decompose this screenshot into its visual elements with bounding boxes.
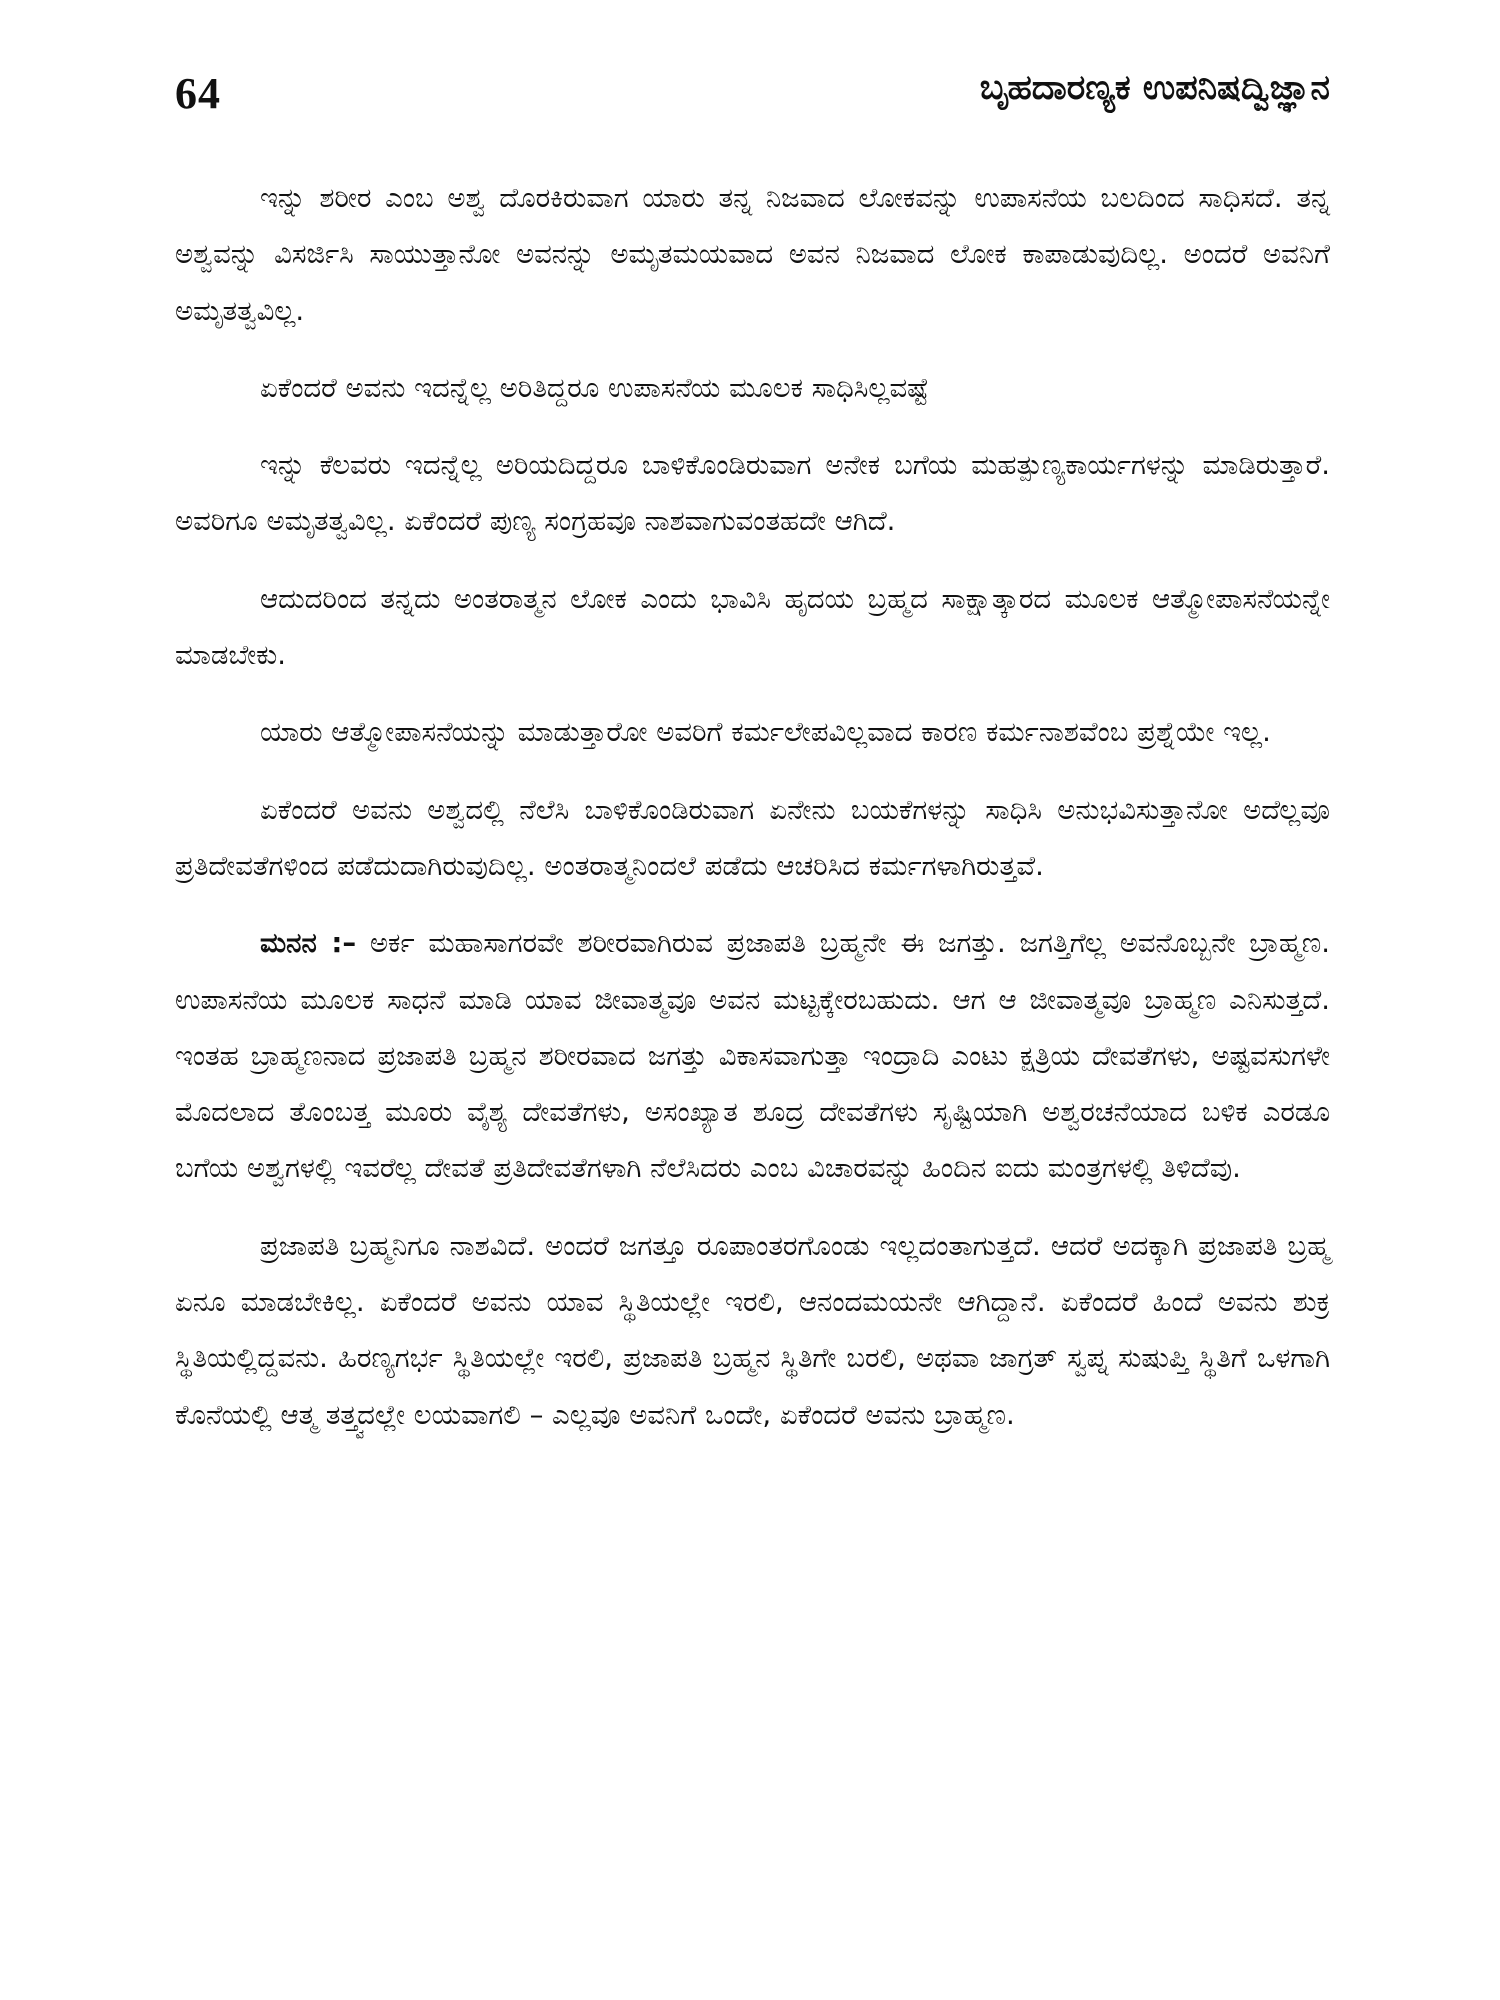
paragraph [175,170,1330,339]
paragraph-text: ಅರ್ಕ ಮಹಾಸಾಗರವೇ ಶರೀರವಾಗಿರುವ ಪ್ರಜಾಪತಿ ಬ್ರಹ್ಮನೇ ಈ ಜಗತ್ತು. ಜಗತ್ತಿಗೆಲ್ಲ ಅವನೊಬ್ಬನೇ ಬ್ರಾಹ್ಮಣ. ಉಪಾಸನೆಯ ಮೂಲಕ ಸಾಧನೆ ಮಾಡಿ ಯಾವ ಜೀವಾತ್ಮವೂ ಅವನ ಮಟ್ಟಕ್ಕೇರಬಹುದು. ಆಗ ಆ ಜೀವಾತ್ಮವೂ ಬ್ರಾಹ್ಮಣ ಎನಿಸುತ್ತದೆ. ಇಂತಹ ಬ್ರಾಹ್ಮಣನಾದ ಪ್ರಜಾಪತಿ ಬ್ರಹ್ಮನ ಶರೀರವಾದ ಜಗತ್ತು ವಿಕಾಸವಾಗುತ್ತಾ ಇಂದ್ರಾದಿ ಎಂಟು ಕ್ಷತ್ರಿಯ ದೇವತೆಗಳು, ಅಷ್ಟವಸುಗಳೇ ಮೊದಲಾದ ತೊಂಬತ್ತ ಮೂರು ವೈಶ್ಯ ದೇವತೆಗಳು, ಅಸಂಖ್ಯಾತ ಶೂದ್ರ ದೇವತೆಗಳು ಸೃಷ್ಟಿಯಾಗಿ ಅಶ್ವರಚನೆಯಾದ ಬಳಿಕ ಎರಡೂ ಬಗೆಯ ಅಶ್ವಗಳಲ್ಲಿ ಇವರೆಲ್ಲ ದೇವತೆ ಪ್ರತಿದೇವತೆಗಳಾಗಿ ನೆಲೆಸಿದರು ಎಂಬ ವಿಚಾರವನ್ನು ಹಿಂದಿನ ಐದು ಮಂತ್ರಗಳಲ್ಲಿ ತಿಳಿದೆವು. [175,927,1331,1185]
paragraph-text: ಏಕೆಂದರೆ ಅವನು ಅಶ್ವದಲ್ಲಿ ನೆಲೆಸಿ ಬಾಳಿಕೊಂಡಿರುವಾಗ ಏನೇನು ಬಯಕೆಗಳನ್ನು ಸಾಧಿಸಿ ಅನುಭವಿಸುತ್ತಾನೋ ಅದೆಲ್ಲವೂ ಪ್ರತಿದೇವತೆಗಳಿಂದ ಪಡೆದುದಾಗಿರುವುದಿಲ್ಲ. ಅಂತರಾತ್ಮನಿಂದಲೆ ಪಡೆದು ಆಚರಿಸಿದ ಕರ್ಮಗಳಾಗಿರುತ್ತವೆ. [175,793,1330,882]
paragraph [175,571,1330,684]
paragraph-text: ಆದುದರಿಂದ ತನ್ನದು ಅಂತರಾತ್ಮನ ಲೋಕ ಎಂದು ಭಾವಿಸಿ ಹೃದಯ ಬ್ರಹ್ಮದ ಸಾಕ್ಷಾತ್ಕಾರದ ಮೂಲಕ ಆತ್ಮೋಪಾಸನೆಯನ್ನೇ ಮಾಡಬೇಕು. [175,582,1330,672]
page-number: 64 [175,69,221,118]
paragraph [175,704,1330,760]
paragraph [175,1218,1330,1443]
paragraph [175,782,1330,895]
paragraph-text: ಇನ್ನು ಕೆಲವರು ಇದನ್ನೆಲ್ಲ ಅರಿಯದಿದ್ದರೂ ಬಾಳಿಕೊಂಡಿರುವಾಗ ಅನೇಕ ಬಗೆಯ ಮಹತ್ಪುಣ್ಯಕಾರ್ಯಗಳನ್ನು ಮಾಡಿರುತ್ತಾರೆ. ಅವರಿಗೂ ಅಮೃತತ್ವವಿಲ್ಲ. ಏಕೆಂದರೆ ಪುಣ್ಯ ಸಂಗ್ರಹವೂ ನಾಶವಾಗುವಂತಹದೇ ಆಗಿದೆ. [175,449,1330,538]
manana-term: ಮನನ :– [260,927,357,960]
running-title: ಬೃಹದಾರಣ್ಯಕ ಉಪನಿಷದ್ವಿಜ್ಞಾನ [979,68,1330,108]
paragraph-text: ಏಕೆಂದರೆ ಅವನು ಇದನ್ನೆಲ್ಲ ಅರಿತಿದ್ದರೂ ಉಪಾಸನೆಯ ಮೂಲಕ ಸಾಧಿಸಿಲ್ಲವಷ್ಟೆ [260,371,929,404]
paragraph-text: ಇನ್ನು ಶರೀರ ಎಂಬ ಅಶ್ವ ದೊರಕಿರುವಾಗ ಯಾರು ತನ್ನ ನಿಜವಾದ ಲೋಕವನ್ನು ಉಪಾಸನೆಯ ಬಲದಿಂದ ಸಾಧಿಸದೆ. ತನ್ನ ಅಶ್ವವನ್ನು ವಿಸರ್ಜಿಸಿ ಸಾಯುತ್ತಾನೋ ಅವನನ್ನು ಅಮೃತಮಯವಾದ ಅವನ ನಿಜವಾದ ಲೋಕ ಕಾಪಾಡುವುದಿಲ್ಲ. ಅಂದರೆ ಅವನಿಗೆ ಅಮೃತತ್ವವಿಲ್ಲ. [175,182,1330,327]
paragraph-text: ಪ್ರಜಾಪತಿ ಬ್ರಹ್ಮನಿಗೂ ನಾಶವಿದೆ. ಅಂದರೆ ಜಗತ್ತೂ ರೂಪಾಂತರಗೊಂಡು ಇಲ್ಲದಂತಾಗುತ್ತದೆ. ಆದರೆ ಅದಕ್ಕಾಗಿ ಪ್ರಜಾಪತಿ ಬ್ರಹ್ಮ ಏನೂ ಮಾಡಬೇಕಿಲ್ಲ. ಏಕೆಂದರೆ ಅವನು ಯಾವ ಸ್ಥಿತಿಯಲ್ಲೇ ಇರಲಿ, ಆನಂದಮಯನೇ ಆಗಿದ್ದಾನೆ. ಏಕೆಂದರೆ ಹಿಂದೆ ಅವನು ಶುಕ್ರ ಸ್ಥಿತಿಯಲ್ಲಿದ್ದವನು. ಹಿರಣ್ಯಗರ್ಭ ಸ್ಥಿತಿಯಲ್ಲೇ ಇರಲಿ, ಪ್ರಜಾಪತಿ ಬ್ರಹ್ಮನ ಸ್ಥಿತಿಗೇ ಬರಲಿ, ಅಥವಾ ಜಾಗ್ರತ್ ಸ್ವಪ್ನ ಸುಷುಪ್ತಿ ಸ್ಥಿತಿಗೆ ಒಳಗಾಗಿ ಕೊನೆಯಲ್ಲಿ ಆತ್ಮ ತತ್ತ್ವದಲ್ಲೇ ಲಯವಾಗಲಿ – ಎಲ್ಲವೂ ಅವನಿಗೆ ಒಂದೇ, ಏಕೆಂದರೆ ಅವನು ಬ್ರಾಹ್ಮಣ. [175,1229,1330,1431]
page-header [175,68,1330,138]
paragraph [175,360,1330,416]
paragraph-text: ಯಾರು ಆತ್ಮೋಪಾಸನೆಯನ್ನು ಮಾಡುತ್ತಾರೋ ಅವರಿಗೆ ಕರ್ಮಲೇಪವಿಲ್ಲವಾದ ಕಾರಣ ಕರ್ಮನಾಶವೆಂಬ ಪ್ರಶ್ನೆಯೇ ಇಲ್ಲ. [260,716,1271,749]
manana-paragraph [175,915,1330,1196]
paragraph [175,437,1330,550]
body-text [175,170,1330,1464]
